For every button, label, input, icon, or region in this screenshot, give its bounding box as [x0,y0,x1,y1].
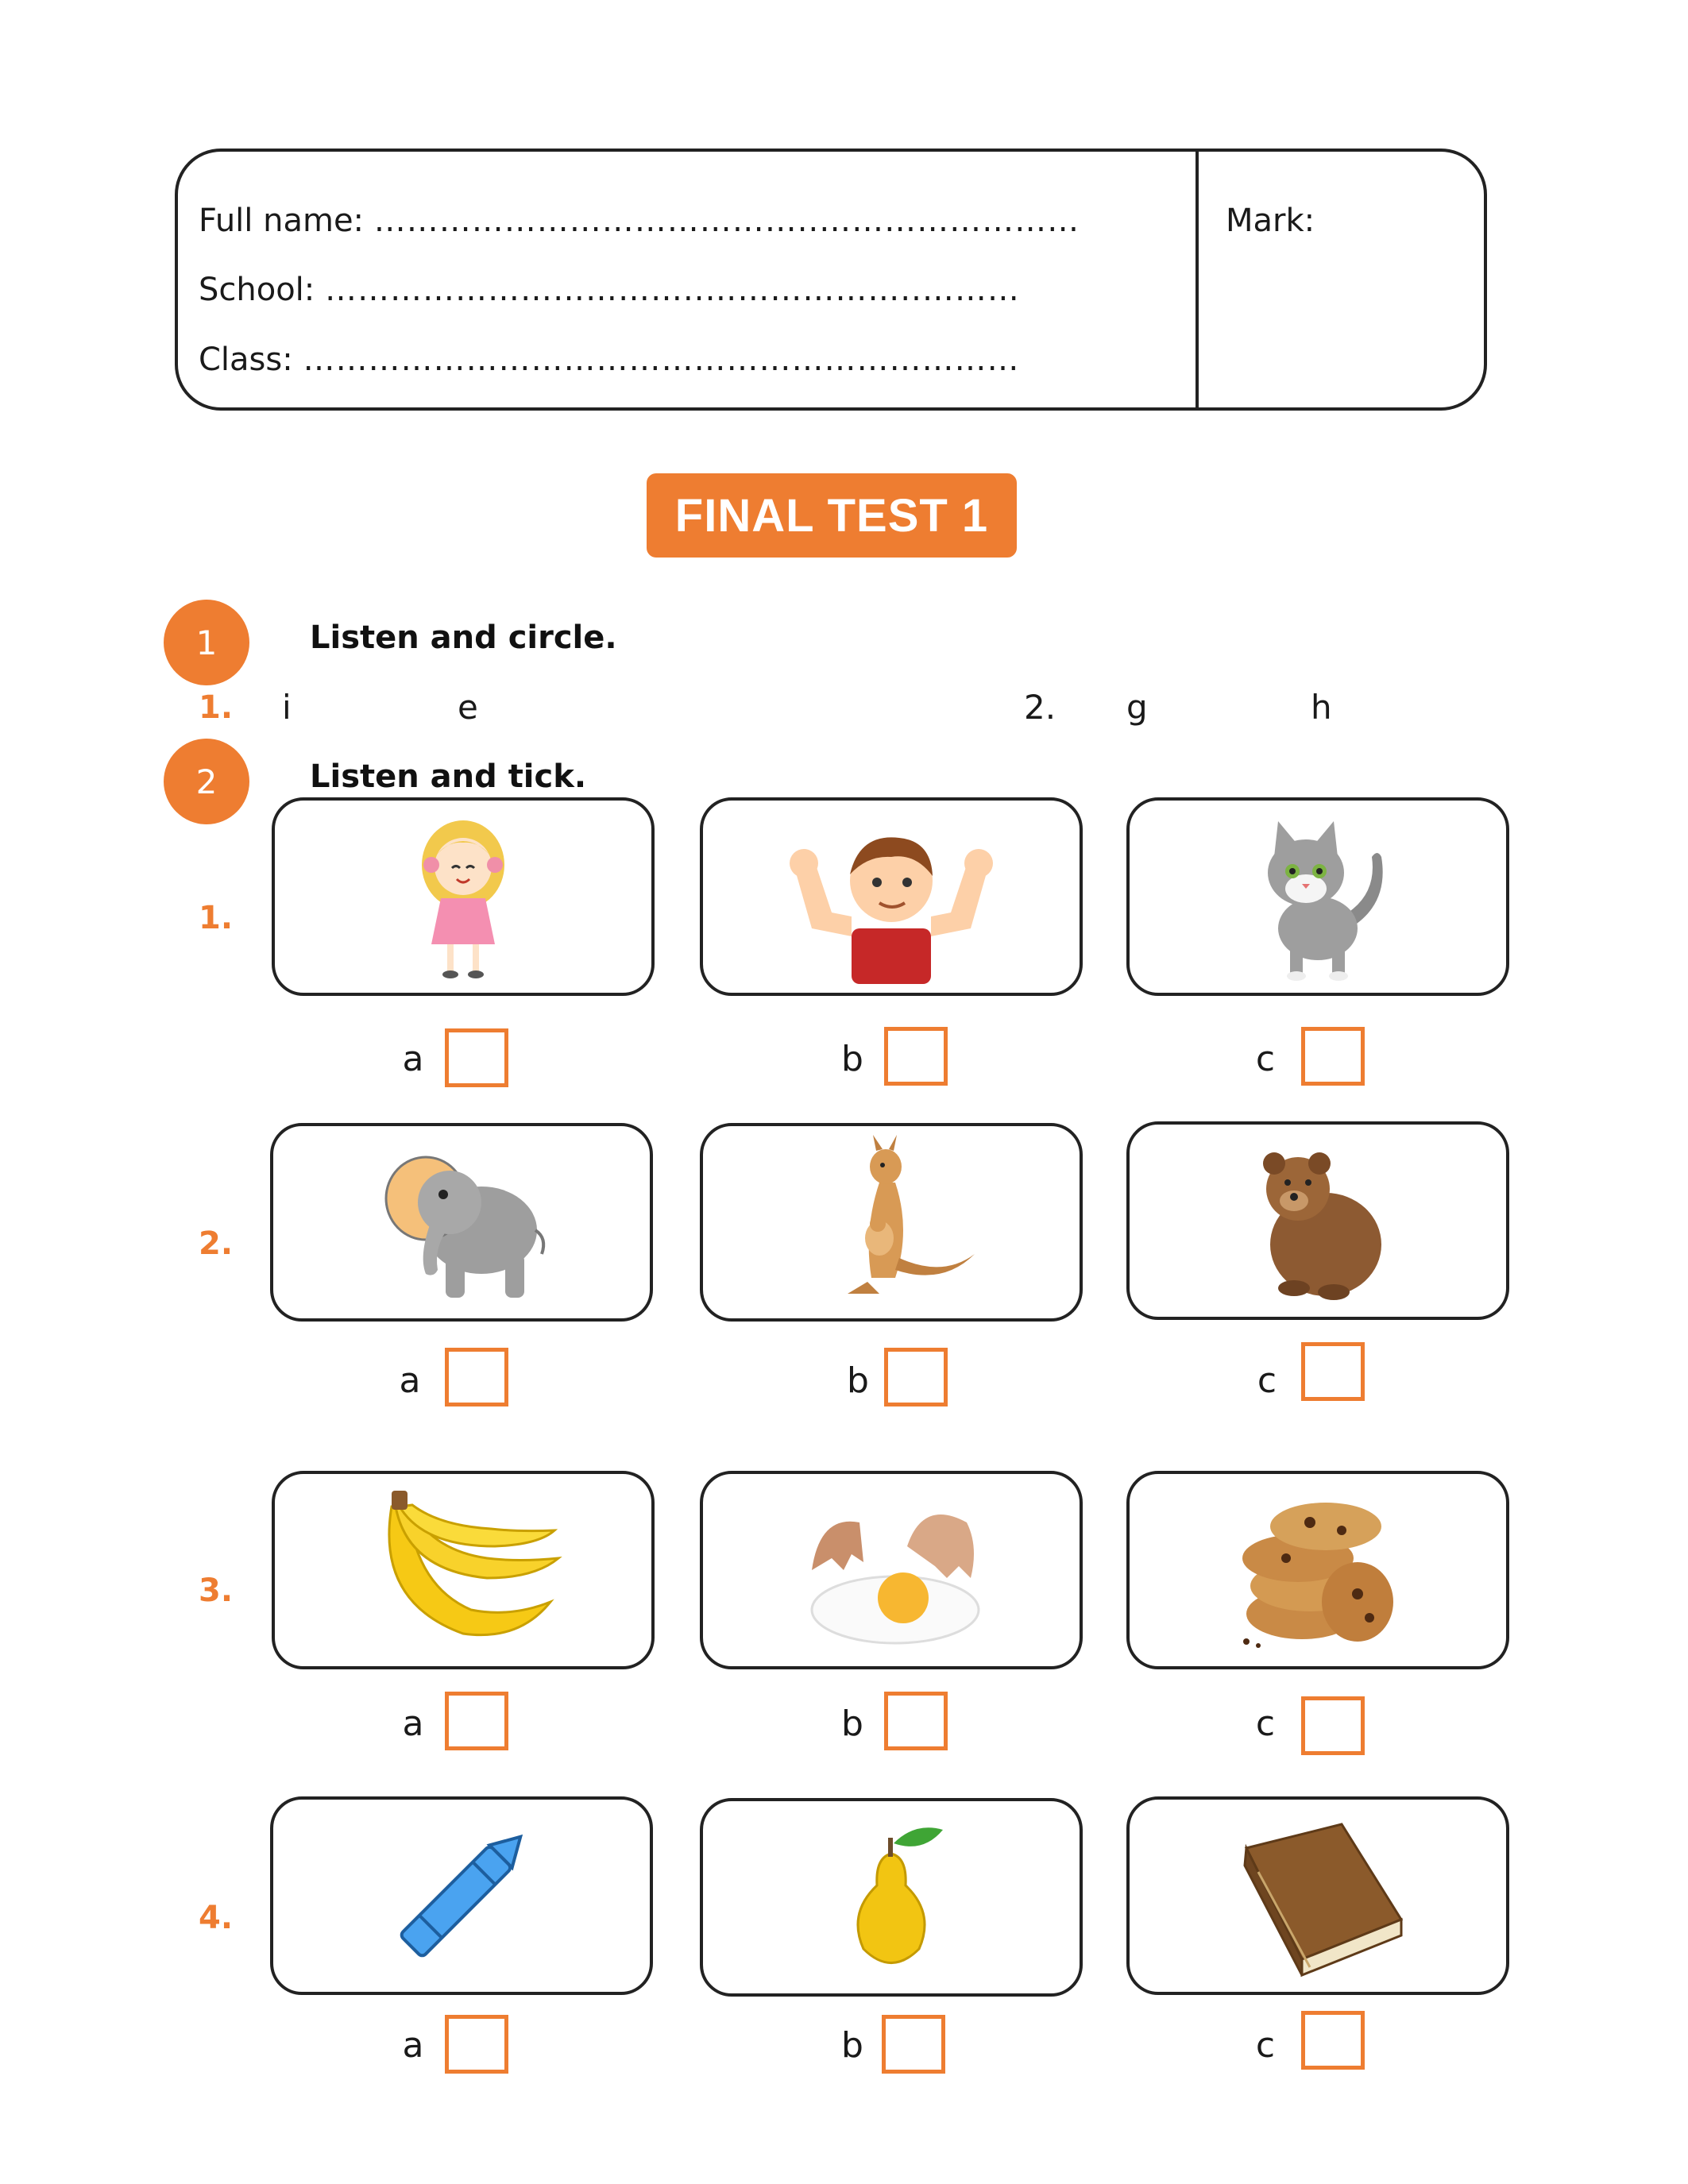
info-divider [1196,149,1199,411]
crayon-picture [270,1796,653,1995]
section-1-instruction: Listen and circle. [310,619,617,656]
cookies-icon [1223,1483,1413,1657]
s2-q3-option-a-label: a [402,1704,424,1744]
full-name-field[interactable] [199,203,1080,239]
s2-q4-option-c-label: c [1255,2025,1276,2066]
book-icon [1223,1808,1413,1983]
s1-q1-number: 1. [199,689,234,726]
s2-q2-option-c-label: c [1257,1360,1277,1401]
class-field[interactable] [199,341,1019,378]
s2-q4-tick-b[interactable] [882,2015,945,2074]
pear-icon [812,1810,971,1985]
crayon-icon [374,1808,549,1983]
s2-q3-number: 3. [199,1572,234,1609]
s2-q4-option-b-label: b [841,2025,863,2066]
s2-q3-tick-b[interactable] [884,1692,948,1750]
s2-q3-tick-a[interactable] [445,1692,508,1750]
s2-q2-tick-c[interactable] [1301,1342,1365,1401]
bear-picture [1126,1121,1509,1320]
s2-q1-option-b-label: b [841,1039,863,1079]
s2-q1-tick-c[interactable] [1301,1027,1365,1086]
s2-q2-number-text: 2. [199,1225,234,1262]
kangaroo-picture [700,1123,1083,1322]
s1-q2-option-g[interactable]: g [1126,688,1148,727]
s2-q4-tick-a[interactable] [445,2015,508,2074]
cookies-picture [1126,1471,1509,1669]
cat-icon [1230,809,1405,984]
mark-label: Mark: [1226,203,1315,239]
s2-q3-option-c-label: c [1255,1704,1276,1744]
banana-icon [360,1483,566,1657]
school-label: School: [199,272,315,308]
egg-icon [796,1483,987,1657]
page-title: FINAL TEST 1 [647,473,1017,558]
s2-q1-option-c-label: c [1255,1039,1276,1079]
book-picture [1126,1796,1509,1995]
s2-q1-number: 1. [199,900,234,936]
s2-q1-option-a-label: a [402,1039,424,1079]
kangaroo-icon [800,1135,983,1310]
banana-picture [272,1471,655,1669]
s2-q2-tick-b[interactable] [884,1348,948,1406]
boy-icon [772,809,1010,984]
egg-picture [700,1471,1083,1669]
s1-q1-option-e[interactable]: e [458,688,478,727]
s2-q2-option-b-label: b [847,1360,869,1401]
full-name-label: Full name: [199,203,365,239]
s2-q2-tick-a[interactable] [445,1348,508,1406]
class-label: Class: [199,341,293,378]
school-dots: ……………………………..………………..……… [325,272,1020,308]
s2-q4-tick-c[interactable] [1301,2011,1365,2070]
girl-picture [272,797,655,996]
elephant-picture [270,1123,653,1322]
s1-q1-option-i[interactable]: i [282,688,292,727]
boy-picture [700,797,1083,996]
full-name-dots: …………………………………..…………………… [373,203,1080,239]
s1-q2-option-h[interactable]: h [1311,688,1332,727]
s2-q3-option-b-label: b [841,1704,863,1744]
school-field[interactable] [199,272,1020,308]
s2-q1-tick-b[interactable] [884,1027,948,1086]
s2-q1-tick-a[interactable] [445,1028,508,1087]
s1-q2-number: 2. [1024,688,1056,727]
pear-picture [700,1798,1083,1997]
s2-q3-tick-c[interactable] [1301,1696,1365,1755]
s2-q4-number: 4. [199,1900,234,1936]
s2-q4-option-a-label: a [402,2025,424,2066]
section-2-badge: 2 [164,739,249,824]
section-1-badge: 1 [164,600,249,685]
section-2-instruction: Listen and tick. [310,758,587,795]
cat-picture [1126,797,1509,996]
s2-q2-option-a-label: a [399,1360,421,1401]
elephant-icon [370,1135,553,1310]
class-dots: ………………………………………………………… [303,341,1020,378]
s2-q2-number [199,1225,233,1262]
bear-icon [1230,1133,1405,1308]
girl-icon [392,809,535,984]
